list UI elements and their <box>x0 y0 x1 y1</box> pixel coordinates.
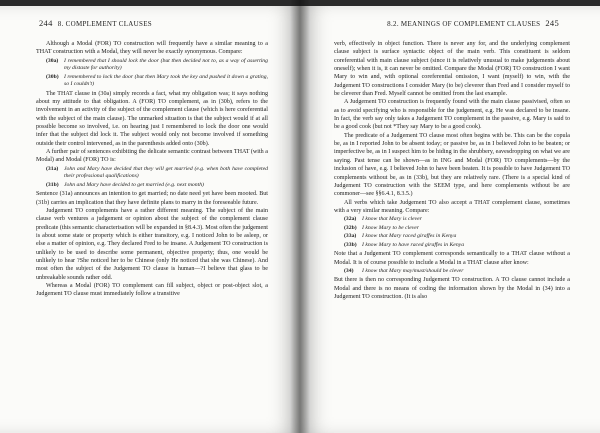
example <box>344 242 570 250</box>
example-number: (32b) <box>344 224 357 231</box>
example <box>344 225 570 233</box>
right-page-text <box>334 40 570 301</box>
right-running-head <box>387 18 562 28</box>
paragraph: Whereas a Modal (FOR) TO complement can fill subject, object or post-object slot, a Judgement TO clause must immediately follow a transitive <box>36 283 268 298</box>
paragraph: But there is then no corresponding Judgement TO construction. A TO clause cannot include a Modal and there is no means of coding the information shown by the Modal in (34) into a Judgement TO construction. (It is also <box>334 277 570 301</box>
example-number: (30b) <box>46 73 59 80</box>
example-number: (32a) <box>344 216 357 223</box>
example-text: I know that Mary is clever <box>362 216 422 223</box>
example <box>46 58 268 73</box>
example-number: (33b) <box>344 241 357 248</box>
paragraph: A further pair of sentences exhibiting the delicate semantic contrast between THAT (with a Modal) and Modal (FOR) TO is: <box>36 149 268 164</box>
example-text: John and Mary have decided to get married (e.g. next month) <box>64 181 204 188</box>
book-gutter <box>290 0 310 433</box>
right-page-number: 245 <box>545 18 559 28</box>
example <box>46 74 268 89</box>
example-text: John and Mary have decided that they will get married (e.g. when both have completed their professional qualifications) <box>64 165 268 180</box>
example-number: (30a) <box>46 57 59 64</box>
paragraph: verb, effectively in object function. There is never any for, and the underlying complement clause subject is surface syntactic object of the main verb. This constituent is seldom coreferential with main clause subject (since it is relatively unusual to make judgements about oneself); when it is, it can never be omitted. Compare the Modal (FOR) TO construction I want Mary to win and, with optional coreferential omission, I want (myself) to win, with the Judgement TO constructions I consider Mary (to be) cleverer than Fred and I consider myself to be cleverer than Fred. Myself cannot be omitted from the last example. <box>334 41 570 98</box>
paragraph: Note that a Judgement TO complement corresponds semantically to a THAT clause without a Modal. It is of course possible to include a Modal in a THAT clause after know: <box>334 251 570 266</box>
example <box>46 182 268 190</box>
example-text: I know Mary to be clever <box>362 224 420 231</box>
example-text: I know that Mary may/must/should be clever <box>362 267 464 274</box>
example <box>344 268 570 276</box>
left-page-text <box>36 40 268 299</box>
paragraph: All verbs which take Judgement TO also accept a THAT complement clause, sometimes with a very similar meaning. Compare: <box>334 199 570 214</box>
example <box>344 216 570 224</box>
left-page-number: 244 <box>39 18 53 28</box>
paragraph: A Judgement TO construction is frequently found with the main clause passivised, often so as to avoid specifying who is responsible for the judgement, e.g. He was declared to be insane. In fact, the verb say only takes a Judgement TO complement in the passive, e.g. Mary is said to be a good cook (but not *They say Mary to be a good cook). <box>334 99 570 131</box>
example <box>46 166 268 181</box>
paragraph: The predicate of a Judgement TO clause most often begins with be. This can be the copula be, as in I reported John to be absent today; or passive be, as in I believed John to be beaten; or imperfective be, as in I suspect him to be hiding in the shrubbery, eavesdropping on what we are saying. Past tense can be shown—as in ING and Modal (FOR) TO complements—by the inclusion of have, e.g. I believed John to have been beaten. It is possible to have Judgement TO complements without be, as in (33b), but they are relatively rare. (There is a special kind of Judgement TO construction with the SEEM type, and here complements without be are commoner—see §§6.4.1, 8.3.5.) <box>334 132 570 198</box>
example-number: (34) <box>344 267 354 274</box>
right-section-title: 8.2. MEANINGS OF COMPLEMENT CLAUSES <box>387 20 541 28</box>
example <box>344 233 570 241</box>
example-text: I know that Mary raced giraffes in Kenya <box>362 233 457 240</box>
paragraph: Judgement TO complements have a rather different meaning. The subject of the main clause verb ventures a judgement or opinion about the subject of the complement clause predicate (this semantic characterisation will be expanded in §8.4.3). Most often the judgement is about some state or property which is either transitory, e.g. I noticed John to be asleep, or else a matter of opinion, e.g. They declared Fred to be insane. A Judgement TO construction is unlikely to be used to describe some permanent, objective property; thus, one would be unlikely to hear ?She noticed her to be Chinese (only He noticed that she was Chinese). And most often the subject of the Judgement TO clause is human—?I believe that glass to be unbreakable sounds rather odd. <box>36 207 268 281</box>
example-number: (33a) <box>344 233 357 240</box>
example-number: (31a) <box>46 165 59 172</box>
example-text: I know Mary to have raced giraffes in Kenya <box>362 241 465 248</box>
paragraph: The THAT clause in (30a) simply records a fact, what my obligation was; it says nothing about my attitude to that obligation. A (FOR) TO complement, as in (30b), refers to the involvement in an activity of the subject of the complement clause (which is here coreferential with the subject of the main clause). The unmarked situation is that the subject would if at all possible become so involved, i.e. on hearing just I remembered to lock the door one would infer that the subject did lock it. The subject would only not become involved if something outside their control intervened, as in the parenthesis added onto (30b). <box>36 90 268 147</box>
paragraph: Although a Modal (FOR) TO construction will frequently have a similar meaning to a THAT construction with a Modal, they will never be exactly synonymous. Compare: <box>36 41 268 56</box>
example-text: I remembered to lock the door (but then Mary took the key and pushed it down a grating, so I couldn't) <box>64 73 268 88</box>
example-number: (31b) <box>46 181 59 188</box>
right-page <box>300 6 600 433</box>
left-page <box>0 6 300 433</box>
example-text: I remembered that I should lock the door (but then decided not to, as a way of asserting my distaste for authority) <box>64 57 268 72</box>
paragraph: Sentence (31a) announces an intention to get married; no date need yet have been mooted. But (31b) carries an implication that they have definite plans to marry in the foreseeable future. <box>36 191 268 206</box>
left-running-head <box>36 18 152 28</box>
left-chapter-title: 8. COMPLEMENT CLAUSES <box>57 20 152 28</box>
